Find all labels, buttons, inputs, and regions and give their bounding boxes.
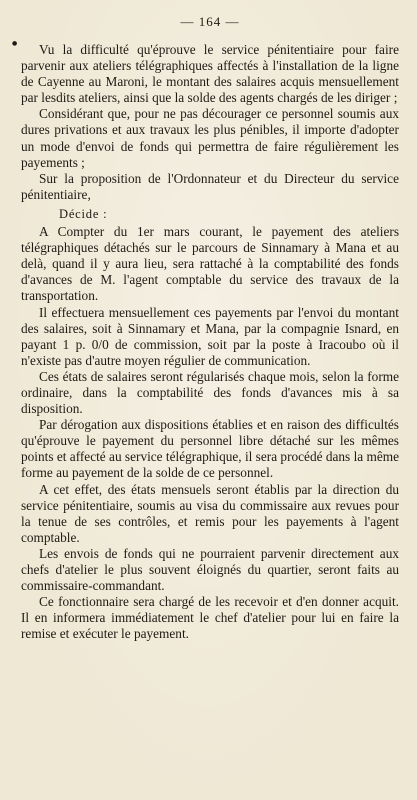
paragraph-article-6: Les envois de fonds qui ne pourraient parvenir directement aux chefs d'atelier le plus souvent éloignés du quartier, seront faits au commissaire-commandant.	[21, 545, 399, 594]
document-body	[21, 42, 399, 642]
print-mark: ●	[12, 40, 18, 47]
paragraph-article-5: A cet effet, des états mensuels seront établis par la direction du service pénitentiaire, soumis au visa du commissaire aux revues pour la tenue de ses contrôles, et remis pour les payements à l'agent comptable.	[21, 481, 399, 545]
paragraph-article-4: Par dérogation aux dispositions établies et en raison des difficultés qu'éprouve le payement du personnel libre détaché sur les mêmes points et affecté au service télégraphique, il sera procédé dans la même forme au payement de la solde de ce personnel.	[21, 417, 399, 481]
paragraph-article-7: Ce fonctionnaire sera chargé de les recevoir et d'en donner acquit. Il en informera immédiatement le chef d'atelier pour lui en faire la remise et exécuter le payement.	[21, 594, 399, 642]
paragraph-article-2: Il effectuera mensuellement ces payements par l'envoi du montant des salaires, soit à Sinnamary et Mana, par la compagnie Isnard, en payant 1 p. 0/0 de commission, soit par la poste à Iracoubo où il n'existe pas d'autre moyen régulier de communication.	[21, 304, 399, 368]
paragraph-article-1: A Compter du 1er mars courant, le payement des ateliers télégraphiques détachés sur le parcours de Sinnamary à Mana et au delà, quand il y aura lieu, sera rattaché à la comptabilité des fonds d'avances de M. l'agent comptable du service des travaux de la transportation.	[21, 224, 399, 304]
paragraph-considerant: Considérant que, pour ne pas décourager ce personnel soumis aux dures privations et aux travaux les plus pénibles, il importe d'adopter un mode d'envoi de fonds qui permettra de faire régulièrement les payements ;	[21, 106, 399, 170]
paragraph-article-3: Ces états de salaires seront régularisés chaque mois, selon la forme ordinaire, dans la comptabilité des fonds d'avances mis à sa disposition.	[21, 368, 399, 417]
paragraph-proposition: Sur la proposition de l'Ordonnateur et du Directeur du service pénitentiaire,	[21, 170, 399, 202]
decide-heading: Décide :	[59, 206, 108, 221]
paragraph-vu: Vu la difficulté qu'éprouve le service pénitentiaire pour faire parvenir aux ateliers télégraphiques affectés à l'installation de la ligne de Cayenne au Maroni, le montant des salaires acquis mensuellement par lesdits ateliers, ainsi que la solde des agents chargés de les diriger ;	[21, 42, 399, 106]
page-number: — 164 —	[180, 14, 240, 29]
